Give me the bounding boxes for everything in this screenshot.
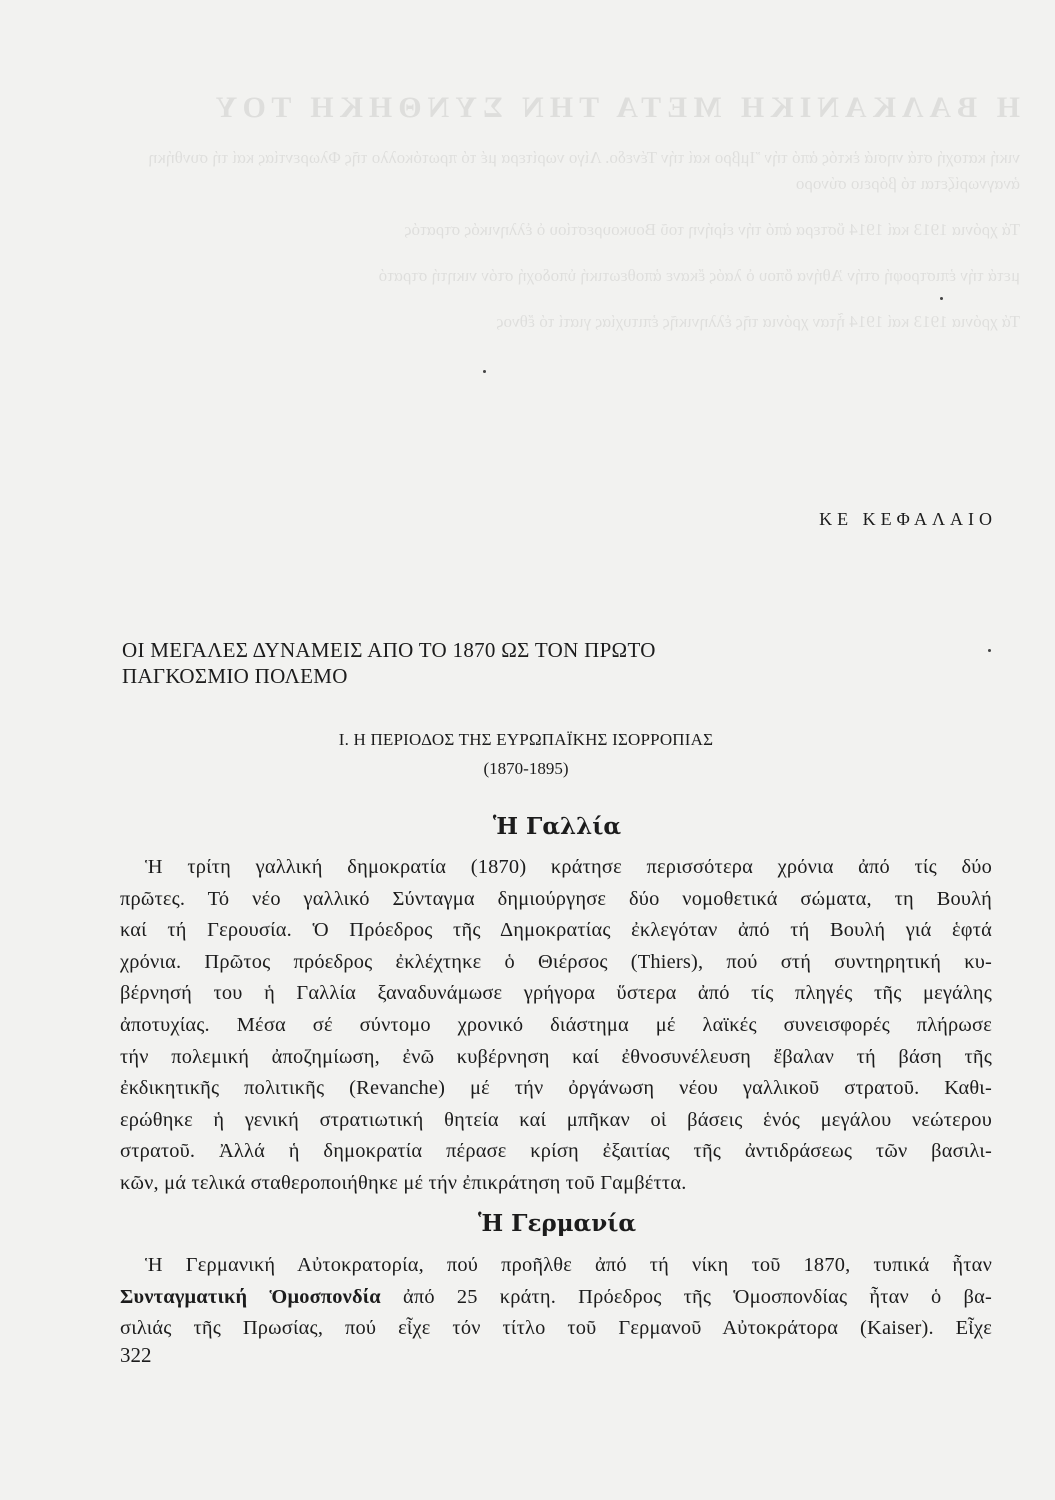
text-line: ἀποτυχίας. Μέσα σέ σύντομο χρονικό διάστημα μέ λαϊκές συνεισφορές πλήρωσε bbox=[120, 1013, 992, 1036]
text-line bbox=[120, 1282, 992, 1314]
text-line: βέρνησή του ἡ Γαλλία ξαναδυνάμωσε γρήγορα ὕστερα ἀπό τίς πληγές τῆς μεγάλης bbox=[120, 982, 992, 1005]
text-line: στρατοῦ. Ἀλλά ἡ δημοκρατία πέρασε κρίση ἐξαιτίας τῆς ἀντιδράσεως τῶν βασιλι- bbox=[120, 1140, 992, 1163]
period-range: (1870-1895) bbox=[483, 759, 569, 778]
text-fragment: ἀπό 25 κράτη. Πρόεδρος τῆς Ὁμοσπονδίας ἦταν ὁ βα- bbox=[380, 1285, 992, 1308]
paper-speck bbox=[988, 649, 991, 652]
paragraph-france bbox=[120, 852, 992, 1200]
text-line: Ἡ Γερμανική Αὐτοκρατορία, πού προῆλθε ἀπό τή νίκη τοῦ 1870, τυπικά ἦταν bbox=[145, 1254, 992, 1276]
bleed-through-texture: Η ΒΑΛΚΑΝΙΚΗ ΜΕΤΑ ΤΗΝ ΣΥΝΘΗΚΗ ΤΟΥ νική κατοχή στά νησιά ἐκτός ἀπό τήν Ἴμβρο καί τήν Τένεδο. Λίγο νωρίτερα μέ τό πρωτόκολλο τῆς Φλωρεντίας καί τή συνθήκη ἀναγνωρίζεται τό βόρειο σύνορο Τά χρόνια 1913 καί 1914 ὕστερα ἀπό τήν εἰρήνη τοῦ Βουκουρεστίου ὁ ἑλληνικός στρατός μετά τήν ἐπιστροφή στήν Ἀθήνα ὅπου ὁ λαός ἔκανε ἀποθεωτική ὑποδοχή στόν νικητή στρατό Τά χρόνια 1913 καί 1914 ἦταν χρόνια τῆς ἑλληνικῆς ἐπιτυχίας γιατί τό ἔθνος bbox=[148, 91, 1020, 331]
chapter-title-line: ΠΑΓΚΟΣΜΙΟ ΠΟΛΕΜΟ bbox=[122, 664, 348, 688]
page-number: 322 bbox=[120, 1343, 152, 1367]
bold-term: Συνταγματική Ὁμοσπονδία bbox=[120, 1285, 381, 1308]
text-line: ἐκδικητικῆς πολιτικῆς (Revanche) μέ τήν ὀργάνωση νέου γαλλικοῦ στρατοῦ. Καθι- bbox=[120, 1077, 992, 1100]
paper-speck bbox=[483, 370, 486, 373]
text-line: καί τή Γερουσία. Ὁ Πρόεδρος τῆς Δημοκρατίας ἐκλεγόταν ἀπό τή Βουλή γιά ἑφτά bbox=[120, 919, 992, 942]
chapter-label: ΚΕ ΚΕΦΑΛΑΙΟ bbox=[819, 509, 997, 529]
text-line: χρόνια. Πρῶτος πρόεδρος ἐκλέχτηκε ὁ Θιέρσος (Thiers), πού στή συντηρητική κυ- bbox=[120, 950, 992, 973]
text-line: κῶν, μά τελικά σταθεροποιήθηκε μέ τήν ἐπικράτηση τοῦ Γαμβέττα. bbox=[120, 1171, 687, 1194]
text-line: τήν πολεμική ἀποζημίωση, ἐνῶ κυβέρνηση καί ἐθνοσυνέλευση ἔβαλαν τή βάση τῆς bbox=[120, 1045, 992, 1068]
chapter-title bbox=[122, 637, 1002, 689]
text-line: σιλιάς τῆς Πρωσίας, πού εἶχε τόν τίτλο τοῦ Γερμανοῦ Αὐτοκράτορα (Kaiser). Εἶχε bbox=[120, 1317, 992, 1340]
section-heading-france: Ἡ Γαλλία bbox=[492, 813, 622, 840]
paper-speck bbox=[940, 297, 943, 300]
text-line: Ἡ τρίτη γαλλική δημοκρατία (1870) κράτησε περισσότερα χρόνια ἀπό τίς δύο bbox=[145, 856, 992, 878]
text-line: ερώθηκε ἡ γενική στρατιωτική θητεία καί μπῆκαν οἱ βάσεις ἑνός μεγάλου νεώτερου bbox=[120, 1108, 992, 1131]
chapter-title-line: ΟΙ ΜΕΓΑΛΕΣ ΔΥΝΑΜΕΙΣ ΑΠΟ ΤΟ 1870 ΩΣ ΤΟΝ ΠΡΩΤΟ bbox=[122, 638, 656, 662]
section-heading-germany: Ἡ Γερμανία bbox=[477, 1210, 637, 1237]
text-line: πρῶτες. Τό νέο γαλλικό Σύνταγμα δημιούργησε δύο νομοθετικά σώματα, τη Βουλή bbox=[120, 887, 992, 910]
period-title: Ι. Η ΠΕΡΙΟΔΟΣ ΤΗΣ ΕΥΡΩΠΑΪΚΗΣ ΙΣΟΡΡΟΠΙΑΣ bbox=[338, 730, 714, 749]
paragraph-germany bbox=[120, 1250, 992, 1345]
